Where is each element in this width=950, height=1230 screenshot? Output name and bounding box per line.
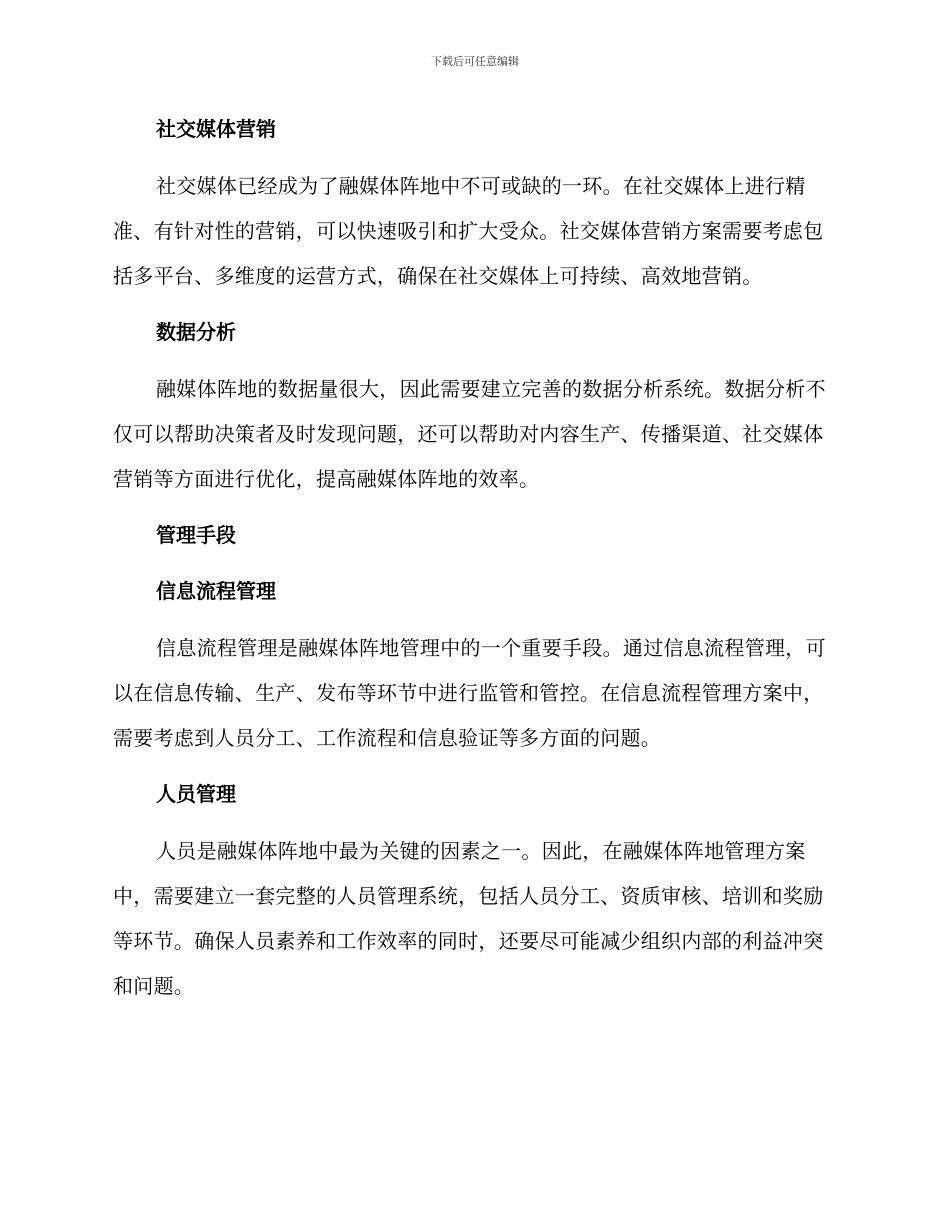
section-paragraph-data-analysis: 融媒体阵地的数据量很大，因此需要建立完善的数据分析系统。数据分析不仅可以帮助决策者及时发现问题，还可以帮助对内容生产、传播渠道、社交媒体营销等方面进行优化，提高融媒体阵地的效率。 [113, 377, 826, 491]
section-heading-data-analysis: 数据分析 [156, 320, 236, 344]
section-paragraph-social-media: 社交媒体已经成为了融媒体阵地中不可或缺的一环。在社交媒体上进行精准、有针对性的营销，可以快速吸引和扩大受众。社交媒体营销方案需要考虑包括多平台、多维度的运营方式，确保在社交媒体上可持续、高效地营销。 [113, 174, 824, 288]
section-paragraph-info-process: 信息流程管理是融媒体阵地管理中的一个重要手段。通过信息流程管理，可以在信息传输、生产、发布等环节中进行监管和管控。在信息流程管理方案中，需要考虑到人员分工、工作流程和信息验证等多方面的问题。 [113, 636, 826, 750]
page-header: 下载后可任意编辑 [431, 55, 519, 68]
section-paragraph-personnel: 人员是融媒体阵地中最为关键的因素之一。因此，在融媒体阵地管理方案中，需要建立一套完整的人员管理系统，包括人员分工、资质审核、培训和奖励等环节。确保人员素养和工作效率的同时，还要尽可能减少组织内部的利益冲突和问题。 [113, 839, 824, 998]
section-heading-info-process: 信息流程管理 [156, 579, 276, 603]
section-heading-management-means: 管理手段 [156, 523, 236, 547]
section-heading-social-media: 社交媒体营销 [156, 117, 276, 141]
section-heading-personnel: 人员管理 [156, 782, 236, 806]
document-body [113, 112, 831, 1009]
